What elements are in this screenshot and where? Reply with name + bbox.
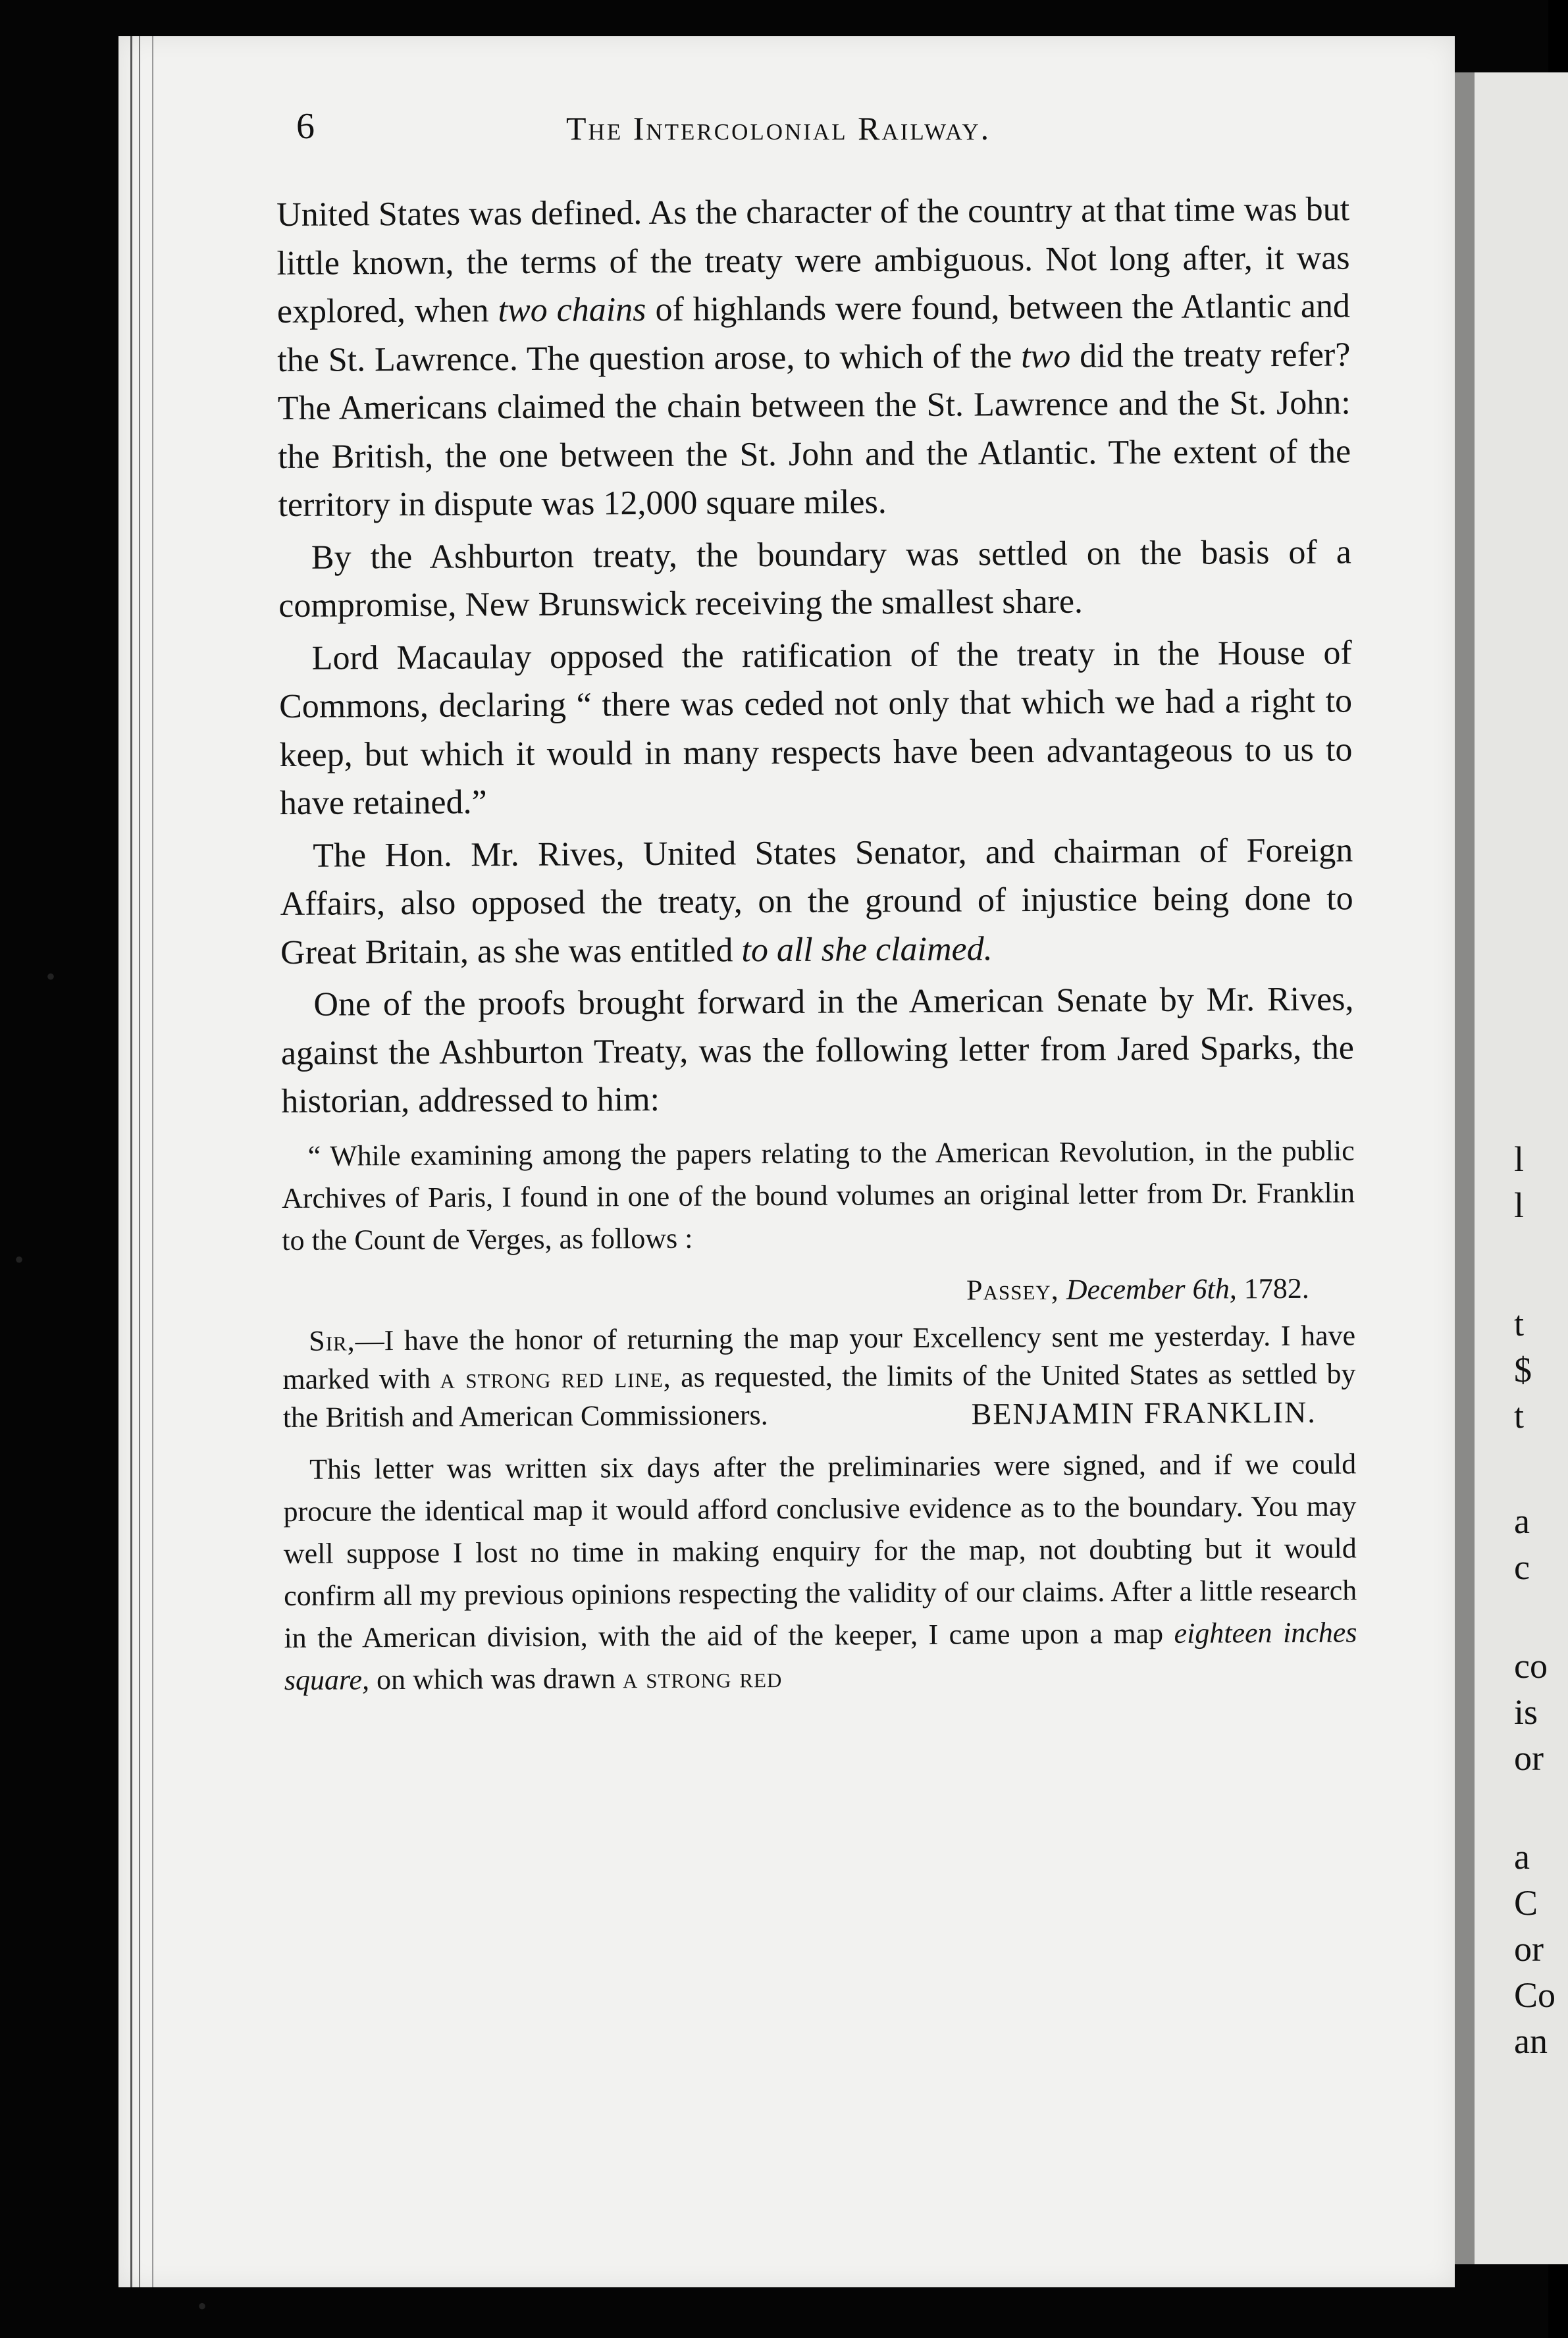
facing-fragment: or xyxy=(1514,1738,1544,1778)
letter-place: Passey, xyxy=(966,1273,1059,1307)
facing-fragment: or xyxy=(1514,1929,1544,1969)
scan-speck: • xyxy=(14,1245,24,1274)
facing-fragment: a xyxy=(1514,1837,1530,1877)
letter-intro xyxy=(282,1130,1355,1262)
page-body xyxy=(276,185,1357,1701)
facing-page-fragments xyxy=(1514,0,1556,2338)
paragraph-text: Lord Macaulay opposed the ratification of the treaty in the House of Commons, declaring “ there was ceded not only that which we had a right to keep, but which it would in many respects have been advantageous to us to have retained.” xyxy=(278,633,1353,822)
scan-speck: • xyxy=(46,962,56,991)
paragraph-senate-proofs xyxy=(280,975,1354,1126)
facing-fragment: co xyxy=(1514,1646,1548,1686)
italic-text: to all she claimed. xyxy=(741,929,993,969)
paragraph-text: of highlands were found, between the Atlantic and the St. Lawrence. The question arose, to which of the xyxy=(277,287,1351,379)
letter-body-text: —I have the honor of returning the map your Excellency sent me yesterday. I have marked with xyxy=(282,1318,1356,1395)
continuation-text: This letter was written six days after the preliminaries were signed, and if we could procure the identical map it would afford conclusive evidence as to the boundary. You may well suppose I lost no time in making enquiry for the map, not doubting but it would confirm all my previous opinions respecting the validity of our claims. After a little research in the American division, with the aid of the keeper, I came upon a map xyxy=(283,1447,1357,1654)
continuation-text: on which was drawn xyxy=(369,1661,623,1696)
letter-dateline xyxy=(282,1265,1355,1317)
facing-fragment: is xyxy=(1514,1692,1538,1732)
scan-speck: • xyxy=(197,2291,207,2321)
binding-gutter xyxy=(130,36,153,2287)
paragraph-text: One of the proofs brought forward in the American Senate by Mr. Rives, against the Ashburton Treaty, was the following letter from Jared Sparks, the historian, addressed to him: xyxy=(280,980,1354,1120)
letter-year: 1782. xyxy=(1243,1272,1309,1305)
letter-intro-text: “ While examining among the papers relating to the American Revolution, in the public Archives of Paris, I found in one of the bound volumes an original letter from Dr. Franklin to the Count de Verges, as follows : xyxy=(281,1133,1355,1257)
paragraph-ashburton-treaty xyxy=(278,528,1352,631)
paragraph-text: The Hon. Mr. Rives, United States Senator, and chairman of Foreign Affairs, also opposed the treaty, on the ground of injustice being done to Great Britain, as she was entitled xyxy=(280,831,1353,972)
letter-signature: BENJAMIN FRANKLIN. xyxy=(971,1395,1317,1430)
italic-text: two chains xyxy=(498,291,646,330)
italic-text: two xyxy=(1020,337,1071,375)
facing-fragment: t xyxy=(1514,1396,1525,1436)
paragraph-mr-rives xyxy=(280,826,1353,977)
facing-fragment: l xyxy=(1514,1139,1525,1179)
letter-body-text: as requested, the limits of the United States as settled by the British and American Commissioners. xyxy=(282,1357,1356,1434)
facing-fragment: $ xyxy=(1514,1350,1532,1390)
facing-fragment: a xyxy=(1514,1501,1530,1541)
continuation-emphasis: a strong red xyxy=(622,1661,783,1694)
paragraph-text: did the treaty refer? The Americans claimed the chain between the St. Lawrence and the St. John: the British, the one between the St. John and the Atlantic. The extent of the territory in dispute was 12,000 square miles. xyxy=(277,335,1351,524)
running-head xyxy=(178,105,1363,158)
page-number: 6 xyxy=(296,106,315,147)
facing-fragment: an xyxy=(1514,2021,1548,2061)
facing-fragment: C xyxy=(1514,1883,1538,1923)
paragraph-boundary-definition xyxy=(276,185,1351,529)
paragraph-text: United States was defined. As the character of the country at that time was but little known, the terms of the treaty were ambiguous. Not long after, it was explored, when xyxy=(276,190,1350,330)
continuation-paragraph xyxy=(283,1443,1357,1702)
facing-page-edge xyxy=(1455,72,1568,2264)
facing-fragment: c xyxy=(1514,1547,1530,1587)
paragraph-text: By the Ashburton treaty, the boundary was settled on the basis of a compromise, New Brunswick receiving the smallest share. xyxy=(278,533,1352,625)
paragraph-lord-macaulay xyxy=(279,629,1353,828)
letter-emphasis: a strong red line, xyxy=(440,1361,671,1395)
italic-text: eighteen inches square, xyxy=(284,1615,1357,1696)
letter-salutation: Sir, xyxy=(309,1324,355,1357)
facing-fragment: l xyxy=(1514,1185,1525,1225)
facing-fragment: t xyxy=(1514,1304,1525,1343)
running-title: The Intercolonial Railway. xyxy=(566,110,991,147)
letter-date: December 6th, xyxy=(1066,1272,1237,1306)
facing-fragment: Co xyxy=(1514,1975,1556,2015)
